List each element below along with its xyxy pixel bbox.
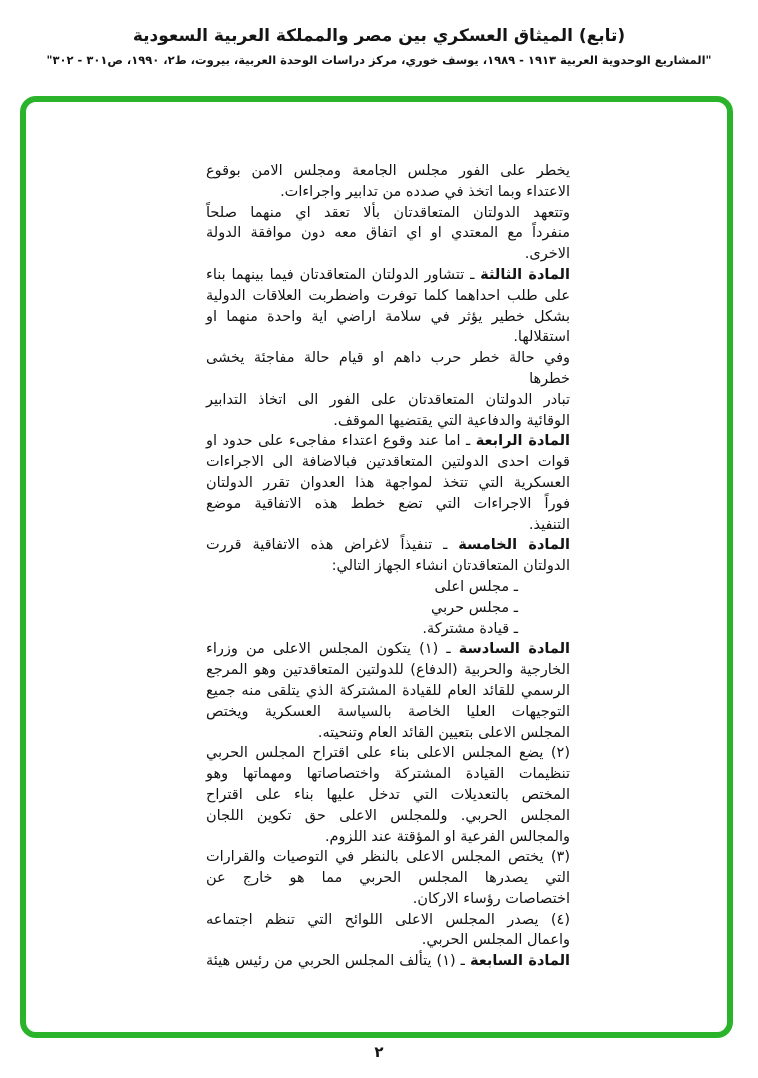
body-line: اختصاصات رؤساء الاركان. [412,890,570,907]
body-line: وفي حالة خطر حرب داهم او قيام حالة مفاجئة يخشى خطرها [206,350,570,387]
body-line: المجلس الحربي. وللمجلس الاعلى حق تكوين اللجان [206,807,570,824]
body-line: المادة الخامسة ـ تنفيذاً لاغراض هذه الاتفاقية قررت [206,537,570,554]
body-line: (٤) يصدر المجلس الاعلى اللوائح التي تنظم اجتماعه [206,911,570,928]
body-line: التي يصدرها المجلس الحربي مما هو خارج عن [206,870,570,887]
body-line: المختص بالتعديلات التي تدخل عليها بناء على اقتراح [206,786,570,803]
body-line: وتتعهد الدولتان المتعاقدتان بألا تعقد اي منهما صلحاً [206,204,570,221]
body-line: منفرداً مع المعتدي او اي اتفاق معه دون موافقة الدولة [206,225,570,242]
body-line: المادة السادسة ـ (١) يتكون المجلس الاعلى من وزراء [206,641,570,658]
body-line: الاخرى. [524,246,570,263]
body-line: الرسمي للقائد العام للقيادة المشتركة الذي يتلقى منه جميع [206,682,570,699]
body-line: المادة السابعة ـ (١) يتألف المجلس الحربي من رئيس هيئة [206,953,570,970]
body-line: تبادر الدولتان المتعاقدتان على الفور الى اتخاذ التدابير [206,391,570,408]
body-line: استقلالها. [513,329,570,346]
body-line: قوات احدى الدولتين المتعاقدتين فبالاضافة الى الاجراءات [206,454,570,471]
article-heading: المادة الثالثة [480,266,570,283]
body-line: واعمال المجلس الحربي. [421,932,570,949]
body-line: الاعتداء وبما اتخذ في صدده من تدابير واجراءات. [280,183,570,200]
body-line: ـ قيادة مشتركة. [422,620,518,637]
body-line: بشكل خطير يؤثر في سلامة اراضي اية واحدة منهما او [206,308,570,325]
body-line: يخطر على الفور مجلس الجامعة ومجلس الامن بوقوع [206,163,570,179]
body-line: فوراً الاجراءات التي تضع خطط هذه الاتفاقية موضع [206,495,570,512]
body-line: المجلس الاعلى بتعيين القائد العام وتنحيته. [317,724,570,741]
body-line: ـ مجلس حربي [431,599,518,616]
body-line: على طلب احداهما كلما توفرت واضطربت العلاقات الدولية [206,287,570,304]
article-heading: المادة الرابعة [475,433,570,450]
article-heading: المادة الخامسة [458,537,570,554]
body-line: الدولتان المتعاقدتان انشاء الجهاز التالي: [331,558,570,575]
document-title: (تابع) الميثاق العسكري بين مصر والمملكة العربية السعودية [132,26,626,46]
document-body [206,161,570,972]
body-line: (٢) يضع المجلس الاعلى بناء على اقتراح المجلس الحربي [206,745,570,762]
document-citation: "المشاريع الوحدوية العربية ١٩١٣ - ١٩٨٩، يوسف خوري، مركز دراسات الوحدة العربية، بيروت، ط٢، ١٩٩٠، ص٣٠١ - ٣٠٢" [46,53,712,67]
page-footer [0,1042,758,1061]
body-line: التنفيذ. [528,516,570,533]
body-line: تنظيمات القيادة المشتركة واختصاصاتها ومهماتها وهو [206,766,570,783]
body-line: الوقائية والدفاعية التي يقتضيها الموقف. [333,412,570,429]
article-heading: المادة السابعة [469,953,570,970]
article-heading: المادة السادسة [458,641,570,658]
body-line: التوجيهات العليا الخاصة بالسياسة العسكرية ويختص [206,703,570,720]
body-line: ـ مجلس اعلى [434,578,518,595]
body-line: (٣) يختص المجلس الاعلى بالنظر في التوصيات والقرارات [206,849,570,866]
body-line: والمجالس الفرعية او المؤقتة عند اللزوم. [324,828,570,845]
page-header [0,26,758,67]
body-line: العسكرية التي تتخذ لمواجهة هذا العدوان تقرر الدولتان [206,474,570,491]
body-line: الخارجية والحربية (الدفاع) للدولتين المتعاقدتين وهو المرجع [206,662,570,679]
body-line: المادة الرابعة ـ اما عند وقوع اعتداء مفاجىء على حدود او [206,433,570,450]
page-number: ٢ [374,1043,384,1061]
body-line: المادة الثالثة ـ تتشاور الدولتان المتعاقدتان فيما بينهما بناء [206,266,570,283]
